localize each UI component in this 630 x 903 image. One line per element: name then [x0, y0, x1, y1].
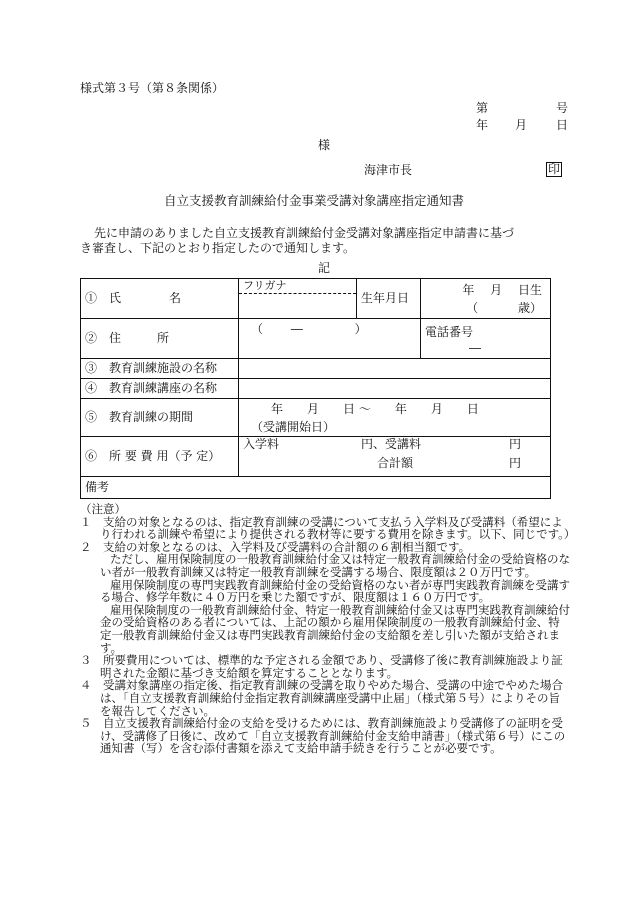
- intro-line-2: き審査し、下記のとおり指定したので通知します。: [80, 241, 356, 255]
- sender-name: 海津市長: [364, 163, 413, 177]
- designation-table: [80, 278, 551, 499]
- address-value[interactable]: （ ― ）: [239, 319, 421, 359]
- cost-yen-2: 円: [509, 456, 522, 470]
- seal-mark: 印: [548, 162, 561, 176]
- facility-value[interactable]: [239, 359, 551, 379]
- cost-cell[interactable]: [239, 437, 551, 477]
- phone-label: 電話番号: [425, 324, 474, 339]
- note-2-c: 雇用保険制度の一般教育訓練給付金、特定一般教育訓練給付金又は専門実践教育訓練給付金の受給資格のある者については、上記の額から雇用保険制度の一般教育訓練給付金、特定一般教育訓練給付金又は専門実践教育訓練給付金の支給額を差し引いた額が支給されます。: [100, 602, 570, 655]
- address-label: ② 住 所: [81, 319, 239, 359]
- note-2-a: ただし、雇用保険制度の一般教育訓練給付金又は特定一般教育訓練給付金の受給資格のない者が一般教育訓練又は特定一般教育訓練を受講する場合、限度額は２０万円です。: [100, 552, 570, 579]
- form-number: 様式第３号（第８条関係）: [80, 81, 225, 95]
- period-cell[interactable]: [239, 399, 551, 437]
- ki-heading: 記: [318, 261, 331, 275]
- addressee-suffix: 様: [318, 138, 331, 152]
- phone-cell[interactable]: [421, 319, 551, 359]
- cost-label: ⑥ 所 要 費 用（予 定）: [81, 437, 239, 477]
- note-3: ３ 所要費用については、標準的な予定される金額であり、受講修了後に教育訓練施設より証明された金額に基づき支給額を算定することとなります。: [80, 653, 563, 680]
- notes-section: [80, 502, 576, 756]
- row-name: [81, 279, 551, 319]
- furigana-label: フリガナ: [239, 279, 356, 294]
- birth-label: 生年月日: [357, 279, 421, 319]
- row-course: [81, 379, 551, 399]
- note-4: ４ 受講対象講座の指定後、指定教育訓練の受講を取りやめた場合、受講の中途でやめた場合は、「自立支援教育訓練給付金指定教育訓練講座受講中止届」（様式第５号）によりその旨を報告してください。: [80, 678, 563, 718]
- intro-line-1: 先に申請のありました自立支援教育訓練給付金受講対象講座指定申請書に基づ: [94, 226, 515, 240]
- note-1: １ 支給の対象となるのは、指定教育訓練の受講について支払う入学料及び受講料（希望により行われる訓練や希望により提供される教材等に要する費用を除きます。以下、同じです。）: [80, 514, 576, 542]
- age-value: （ 歳）: [466, 300, 542, 315]
- doc-number-suffix: 号: [556, 101, 569, 115]
- notes-heading: （注意）: [80, 502, 126, 516]
- date-month: 月: [515, 118, 528, 132]
- row-facility: [81, 359, 551, 379]
- cost-total-label: 合計額: [377, 456, 414, 470]
- document-title: 自立支援教育訓練給付金事業受講対象講座指定通知書: [164, 193, 465, 208]
- row-period: [81, 399, 551, 437]
- doc-number-prefix: 第: [476, 101, 489, 115]
- cost-yen-1: 円: [509, 437, 522, 451]
- period-value: 年 月 日 ～ 年 月 日: [271, 401, 479, 416]
- course-label: ④ 教育訓練講座の名称: [81, 379, 239, 399]
- remarks-label[interactable]: 備考: [81, 477, 551, 499]
- note-5: ５ 自立支援教育訓練給付金の支給を受けるためには、教育訓練施設より受講修了の証明を受け、受講修了日後に、改めて「自立支援教育訓練給付金支給申請書」（様式第６号）にこの通知書（写）を含む添付書類を添えて支給申請手続きを行うことが必要です。: [80, 716, 566, 756]
- date-day: 日: [556, 118, 569, 132]
- date-year: 年: [476, 118, 489, 132]
- note-2: ２ 支給の対象となるのは、入学料及び受講料の合計額の６割相当額です。: [80, 539, 471, 554]
- period-label: ⑤ 教育訓練の期間: [81, 399, 239, 437]
- row-remarks: [81, 477, 551, 499]
- name-cell[interactable]: [239, 279, 357, 319]
- cost-entrance-label: 入学料: [243, 437, 280, 451]
- course-value[interactable]: [239, 379, 551, 399]
- phone-dash: ―: [469, 340, 481, 355]
- birth-cell[interactable]: [421, 279, 551, 319]
- birth-value: 年 月 日生: [462, 282, 542, 297]
- row-address: [81, 319, 551, 359]
- name-label: ① 氏 名: [81, 279, 239, 319]
- period-note: （受講開始日）: [251, 419, 336, 434]
- row-cost: [81, 437, 551, 477]
- facility-label: ③ 教育訓練施設の名称: [81, 359, 239, 379]
- cost-tuition-label: 円、受講料: [361, 437, 422, 451]
- note-2-b: 雇用保険制度の専門実践教育訓練給付金の受給資格のない者が専門実践教育訓練を受講する場合、修学年数に４０万円を乗じた額ですが、限度額は１６０万円です。: [100, 577, 570, 605]
